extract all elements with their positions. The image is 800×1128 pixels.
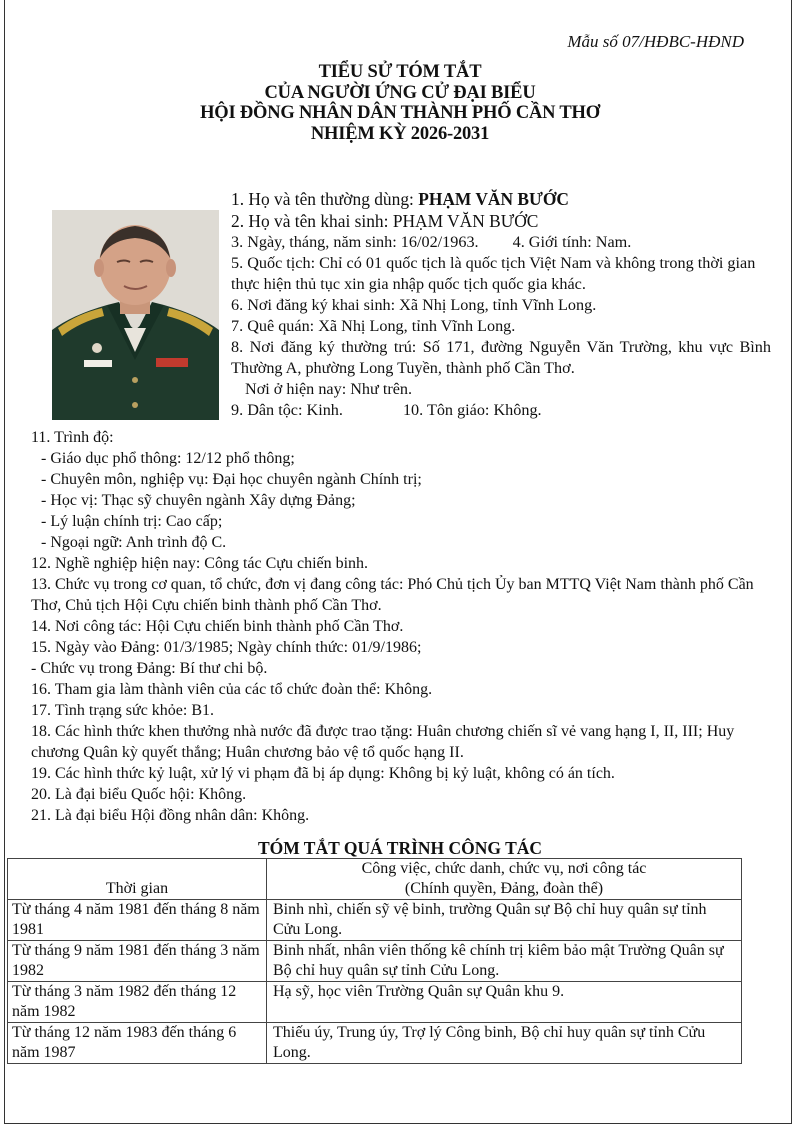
religion: 10. Tôn giáo: Không. — [402, 401, 542, 419]
header-position-line1: Công việc, chức danh, chức vụ, nơi công tác — [361, 860, 647, 877]
work-history-table — [7, 858, 742, 1064]
row-position: Binh nhất, nhân viên thống kê chính trị kiêm bảo mật Trường Quân sự Bộ chỉ huy quân sự tỉnh Cửu Long. — [267, 941, 742, 982]
workplace: 14. Nơi công tác: Hội Cựu chiến binh thành phố Cần Thơ. — [31, 618, 404, 635]
education-item: - Lý luận chính trị: Cao cấp; — [41, 513, 223, 530]
ethnicity-religion-row — [231, 400, 771, 421]
education-item: - Giáo dục phổ thông: 12/12 phổ thông; — [41, 450, 295, 467]
title-line: TIỂU SỬ TÓM TẮT — [318, 62, 482, 82]
current-position: 13. Chức vụ trong cơ quan, tổ chức, đơn vị đang công tác: Phó Chủ tịch Ủy ban MTTQ Việt Nam thành phố Cần Thơ, Chủ tịch Hội Cựu chiến binh thành phố Cần Thơ. — [31, 576, 754, 614]
awards: 18. Các hình thức khen thưởng nhà nước đã được trao tặng: Huân chương chiến sĩ vẻ vang hạng I, II, III; Huy chương Quân kỳ quyết thắng; Huân chương bảo vệ tổ quốc hạng II. — [31, 723, 735, 761]
document-title — [0, 62, 800, 144]
title-line: HỘI ĐỒNG NHÂN DÂN THÀNH PHỐ CẦN THƠ — [200, 103, 600, 123]
organization-membership: 16. Tham gia làm thành viên của các tổ chức đoàn thể: Không. — [31, 681, 433, 698]
common-name-value: PHẠM VĂN BƯỚC — [418, 189, 569, 209]
form-code: Mẫu số 07/HĐBC-HĐND — [567, 32, 744, 51]
header-time: Thời gian — [8, 859, 267, 900]
hometown: 7. Quê quán: Xã Nhị Long, tỉnh Vĩnh Long. — [231, 317, 516, 335]
header-position — [267, 859, 742, 900]
table-row — [8, 941, 742, 982]
birth-name-label: 2. Họ và tên khai sinh: — [231, 211, 393, 231]
discipline: 19. Các hình thức kỷ luật, xử lý vi phạm đã bị áp dụng: Không bị kỷ luật, không có án tích. — [31, 765, 615, 782]
national-assembly-delegate: 20. Là đại biểu Quốc hội: Không. — [31, 786, 247, 803]
row-time: Từ tháng 3 năm 1982 đến tháng 12 năm 1982 — [8, 982, 267, 1023]
date-of-birth: 3. Ngày, tháng, năm sinh: 16/02/1963. — [231, 233, 479, 251]
table-row — [8, 982, 742, 1023]
birth-name-row — [231, 210, 771, 232]
education-item: - Ngoại ngữ: Anh trình độ C. — [41, 534, 227, 551]
ethnicity: 9. Dân tộc: Kinh. — [231, 401, 343, 419]
row-position: Binh nhì, chiến sỹ vệ binh, trường Quân sự Bộ chỉ huy quân sự tỉnh Cửu Long. — [267, 900, 742, 941]
work-history-title: TÓM TẮT QUÁ TRÌNH CÔNG TÁC — [257, 838, 543, 858]
table-header-row — [8, 859, 742, 900]
details-section — [31, 427, 771, 826]
gender: 4. Giới tính: Nam. — [512, 233, 632, 251]
current-residence: Nơi ở hiện nay: Như trên. — [245, 380, 413, 398]
row-time: Từ tháng 4 năm 1981 đến tháng 8 năm 1981 — [8, 900, 267, 941]
table-row — [8, 1023, 742, 1064]
candidate-photo — [52, 210, 219, 420]
education-item: - Chuyên môn, nghiệp vụ: Đại học chuyên ngành Chính trị; — [41, 471, 422, 488]
occupation: 12. Nghề nghiệp hiện nay: Công tác Cựu chiến binh. — [31, 555, 369, 572]
health-status: 17. Tình trạng sức khỏe: B1. — [31, 702, 215, 719]
row-position: Hạ sỹ, học viên Trường Quân sự Quân khu 9. — [267, 982, 742, 1023]
birth-registration: 6. Nơi đăng ký khai sinh: Xã Nhị Long, tỉnh Vĩnh Long. — [231, 296, 597, 314]
row-time: Từ tháng 12 năm 1983 đến tháng 6 năm 1987 — [8, 1023, 267, 1064]
title-line: NHIỆM KỲ 2026-2031 — [310, 123, 490, 144]
personal-info — [231, 188, 771, 421]
portrait-illustration — [52, 210, 219, 420]
header-position-line2: (Chính quyền, Đảng, đoàn thể) — [404, 880, 604, 897]
party-position: - Chức vụ trong Đảng: Bí thư chi bộ. — [31, 660, 268, 677]
common-name-label: 1. Họ và tên thường dùng: — [231, 189, 419, 209]
education-label: 11. Trình độ: — [31, 429, 114, 446]
party-admission: 15. Ngày vào Đảng: 01/3/1985; Ngày chính thức: 01/9/1986; — [31, 639, 422, 656]
row-position: Thiếu úy, Trung úy, Trợ lý Công binh, Bộ chỉ huy quân sự tỉnh Cửu Long. — [267, 1023, 742, 1064]
education-item: - Học vị: Thạc sỹ chuyên ngành Xây dựng Đảng; — [41, 492, 356, 509]
row-time: Từ tháng 9 năm 1981 đến tháng 3 năm 1982 — [8, 941, 267, 982]
permanent-residence: 8. Nơi đăng ký thường trú: Số 171, đường Nguyễn Văn Trường, khu vực Bình Thường A, phường Long Tuyền, thành phố Cần Thơ. — [231, 338, 771, 377]
nationality: 5. Quốc tịch: Chỉ có 01 quốc tịch là quốc tịch Việt Nam và không trong thời gian thực hiện thủ tục xin gia nhập quốc tịch quốc gia khác. — [231, 254, 756, 293]
dob-gender-row — [231, 232, 771, 253]
common-name-row — [231, 188, 771, 210]
title-line: CỦA NGƯỜI ỨNG CỬ ĐẠI BIỂU — [264, 82, 536, 103]
table-row — [8, 900, 742, 941]
birth-name-value: PHẠM VĂN BƯỚC — [392, 211, 539, 231]
peoples-council-delegate: 21. Là đại biểu Hội đồng nhân dân: Không. — [31, 807, 310, 824]
